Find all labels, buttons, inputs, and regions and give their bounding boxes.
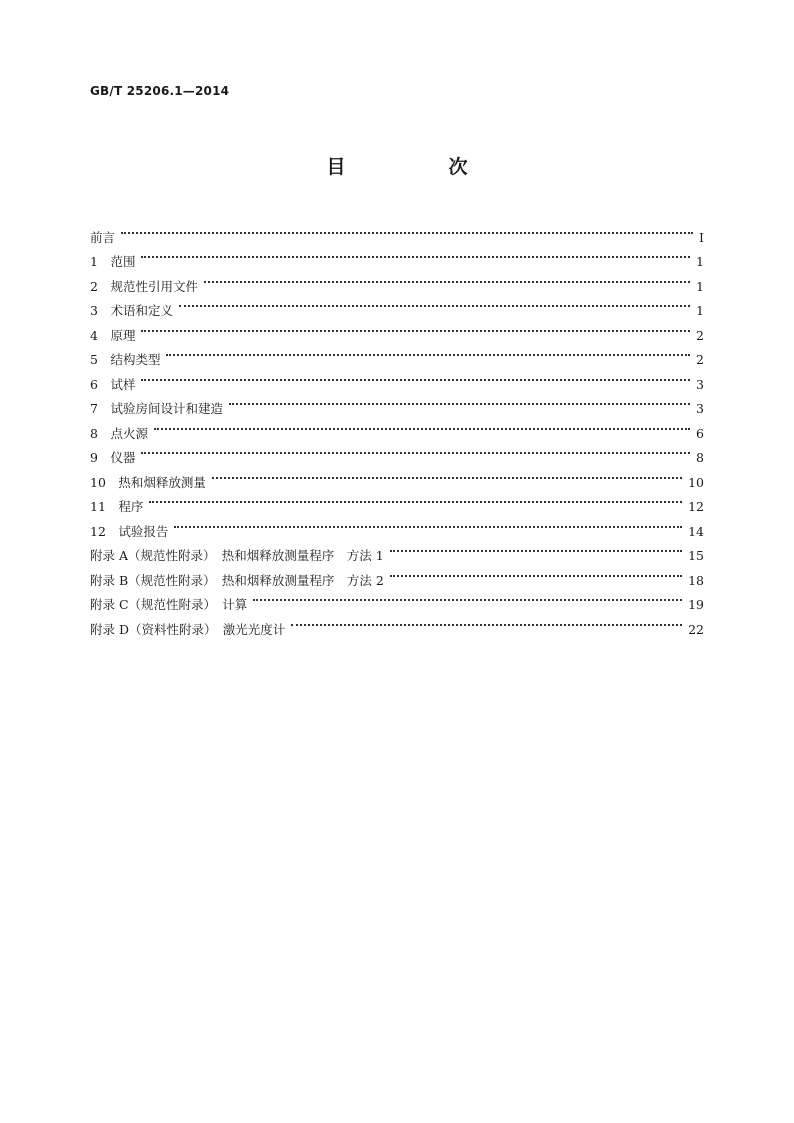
dot-leader — [121, 217, 697, 242]
toc-entry-page: 10 — [688, 474, 704, 490]
toc-entry[interactable] — [90, 291, 704, 316]
toc-entry-label: 附录 D（资料性附录） 激光光度计 — [90, 621, 286, 637]
toc-entry-page: 18 — [688, 572, 704, 588]
dot-leader — [229, 389, 694, 414]
toc-entry[interactable] — [90, 536, 704, 561]
toc-entry-page: 6 — [696, 425, 704, 441]
toc-entry-page: 8 — [696, 450, 704, 465]
toc-entry[interactable] — [90, 389, 704, 414]
dot-leader — [212, 462, 686, 487]
dot-leader — [253, 585, 686, 610]
toc-entry-page: 1 — [696, 254, 704, 269]
toc-entry-page: 1 — [696, 278, 704, 294]
dot-leader — [204, 266, 694, 291]
toc-entry[interactable] — [90, 462, 704, 490]
toc-entry[interactable] — [90, 511, 704, 539]
toc-entry[interactable] — [90, 413, 704, 441]
toc-entry-label: 6 试样 — [90, 376, 136, 392]
toc-entry-label: 前言 — [90, 229, 116, 245]
dot-leader — [166, 340, 694, 365]
toc-entry-label: 4 原理 — [90, 327, 136, 343]
toc-entry[interactable] — [90, 217, 704, 245]
toc-entry-label: 附录 B（规范性附录） 热和烟释放测量程序 方法 2 — [90, 572, 384, 588]
dot-leader — [390, 560, 686, 585]
toc-entry-label: 5 结构类型 — [90, 352, 161, 367]
table-of-contents — [90, 217, 704, 637]
dot-leader — [141, 315, 694, 340]
standard-code: GB/T 25206.1—2014 — [90, 84, 230, 98]
toc-entry-page: 3 — [696, 401, 704, 416]
toc-entry-label: 10 热和烟释放测量 — [90, 474, 206, 490]
toc-entry-label: 8 点火源 — [90, 425, 148, 441]
toc-entry-label: 9 仪器 — [90, 450, 136, 465]
dot-leader — [174, 511, 686, 536]
toc-entry[interactable] — [90, 438, 704, 463]
toc-entry-label: 11 程序 — [90, 499, 144, 514]
toc-entry-label: 附录 A（规范性附录） 热和烟释放测量程序 方法 1 — [90, 548, 384, 563]
toc-entry-page: 12 — [688, 499, 704, 514]
toc-entry-page: 2 — [696, 327, 704, 343]
toc-entry-label: 3 术语和定义 — [90, 303, 173, 318]
dot-leader — [141, 364, 694, 389]
toc-entry-page: 3 — [696, 376, 704, 392]
toc-entry-page: 19 — [688, 597, 704, 612]
toc-entry-label: 1 范围 — [90, 254, 136, 269]
toc-entry[interactable] — [90, 487, 704, 512]
toc-entry[interactable] — [90, 340, 704, 365]
toc-entry[interactable] — [90, 315, 704, 343]
dot-leader — [149, 487, 686, 512]
dot-leader — [141, 438, 694, 463]
dot-leader — [141, 242, 694, 267]
toc-entry-page: 15 — [688, 548, 704, 563]
dot-leader — [291, 609, 686, 634]
toc-entry-page: Ⅰ — [699, 229, 704, 245]
toc-entry-label: 2 规范性引用文件 — [90, 278, 198, 294]
page-title: 目 次 — [326, 156, 510, 178]
toc-entry-label: 附录 C（规范性附录） 计算 — [90, 597, 248, 612]
toc-entry-page: 1 — [696, 303, 704, 318]
toc-entry-page: 14 — [688, 523, 704, 539]
toc-entry-label: 7 试验房间设计和建造 — [90, 401, 223, 416]
toc-entry[interactable] — [90, 242, 704, 267]
toc-entry-label: 12 试验报告 — [90, 523, 169, 539]
toc-entry[interactable] — [90, 364, 704, 392]
toc-entry[interactable] — [90, 266, 704, 294]
toc-entry-page: 2 — [696, 352, 704, 367]
dot-leader — [179, 291, 694, 316]
dot-leader — [154, 413, 694, 438]
dot-leader — [390, 536, 686, 561]
toc-entry-page: 22 — [688, 621, 704, 637]
